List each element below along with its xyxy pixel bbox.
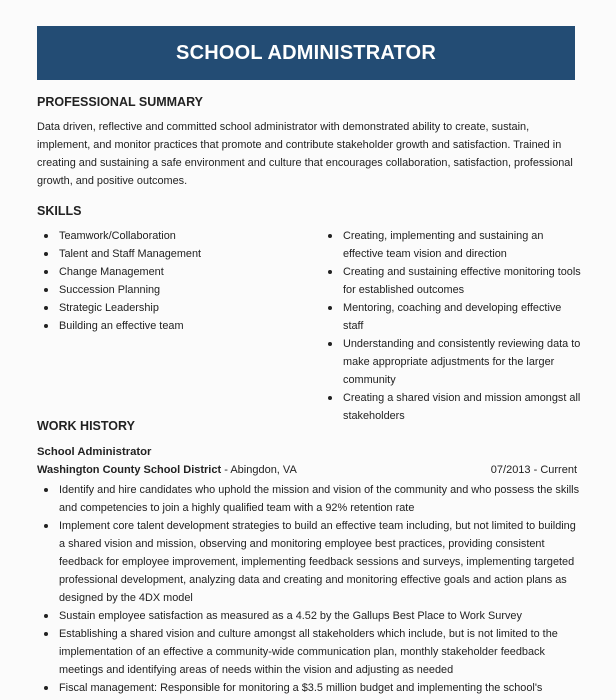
job-bullets	[37, 481, 582, 697]
job-bullet: Fiscal management: Responsible for monitoring a $3.5 million budget and implementing the school's	[37, 679, 582, 697]
job-bullet: Identify and hire candidates who uphold the mission and vision of the community and who possess the skills and competencies to join a highly qualified team with a 92% retention rate	[37, 481, 582, 517]
skills-list-right	[321, 227, 583, 425]
skill-item: Building an effective team	[37, 317, 297, 335]
skill-item: Talent and Staff Management	[37, 245, 297, 263]
skill-item: Teamwork/Collaboration	[37, 227, 297, 245]
job-bullet: Establishing a shared vision and culture amongst all stakeholders which include, but is not limited to the implementation of an effective a community-wide communication plan, monthly stakeholder feedback meetings and identifying areas of needs within the vision and adjusting as needed	[37, 625, 582, 679]
skill-item: Change Management	[37, 263, 297, 281]
skills-heading: SKILLS	[37, 204, 82, 218]
employer-line	[37, 464, 577, 476]
job-dates: 07/2013 - Current	[490, 464, 577, 476]
skill-item: Creating a shared vision and mission amongst all stakeholders	[321, 389, 583, 425]
job-bullet: Sustain employee satisfaction as measured as a 4.52 by the Gallups Best Place to Work Survey	[37, 607, 582, 625]
skill-item: Succession Planning	[37, 281, 297, 299]
employer-location: - Abingdon, VA	[221, 464, 297, 476]
title-banner	[37, 26, 575, 80]
skill-item: Strategic Leadership	[37, 299, 297, 317]
employer-info	[37, 464, 297, 476]
skill-item: Creating and sustaining effective monitoring tools for established outcomes	[321, 263, 583, 299]
summary-heading: PROFESSIONAL SUMMARY	[37, 95, 203, 109]
job-bullet: Implement core talent development strategies to build an effective team including, but not limited to building a shared vision and mission, observing and monitoring employee best practices, providing consistent feedback for employee improvement, implementing feedback sessions and surveys, implementing targeted professional development, analyzing data and creating and monitoring effective goals and action plans as designed by the 4DX model	[37, 517, 582, 607]
employer-name: Washington County School District	[37, 464, 222, 476]
work-history-heading: WORK HISTORY	[37, 419, 135, 433]
skill-item: Mentoring, coaching and developing effective staff	[321, 299, 583, 335]
skills-list-left	[37, 227, 297, 335]
skill-item: Creating, implementing and sustaining an effective team vision and direction	[321, 227, 583, 263]
resume-title: SCHOOL ADMINISTRATOR	[176, 41, 436, 64]
skill-item: Understanding and consistently reviewing data to make appropriate adjustments for the larger community	[321, 335, 583, 389]
summary-text: Data driven, reflective and committed school administrator with demonstrated ability to create, sustain, implement, and monitor practices that promote and contribute stakeholder growth and satisfaction. Trained in creating and sustaining a safe environment and culture that encourages collaboration, satisfaction, professional growth, and positive outcomes.	[37, 121, 573, 187]
job-title: School Administrator	[37, 446, 152, 458]
